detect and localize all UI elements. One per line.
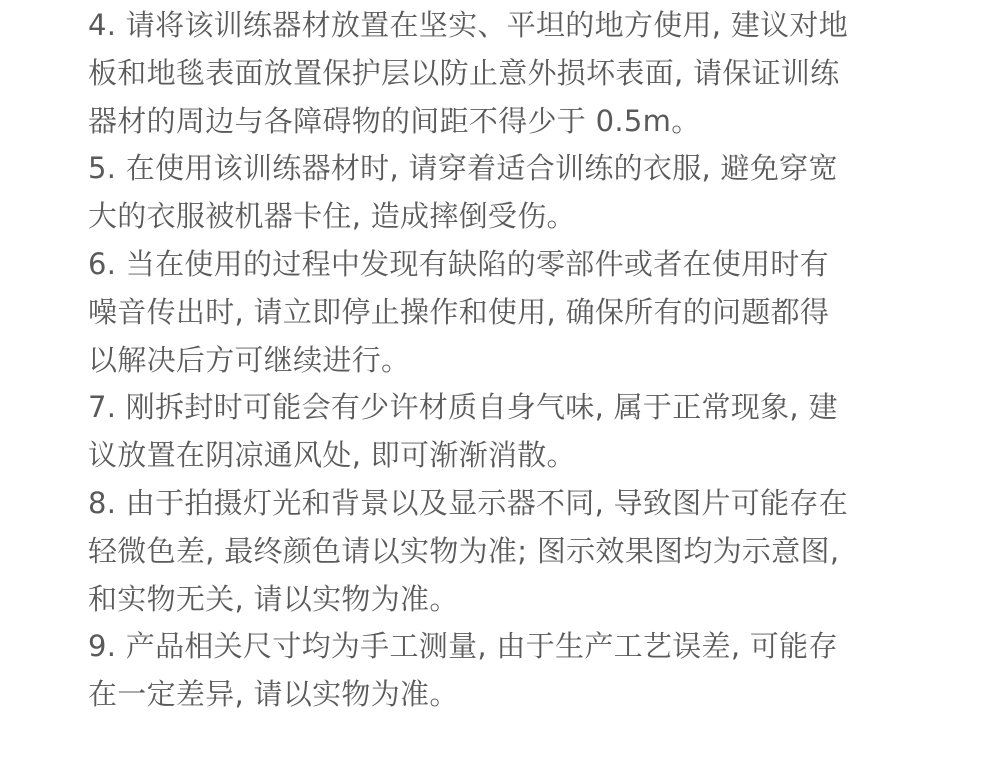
notice-line: 板和地毯表面放置保护层以防止意外损坏表面, 请保证训练 [88,55,840,90]
notice-line: 和实物无关, 请以实物为准。 [88,581,459,616]
notice-line: 7. 刚拆封时可能会有少许材质自身气味, 属于正常现象, 建 [88,390,838,425]
notice-line: 8. 由于拍摄灯光和背景以及显示器不同, 导致图片可能存在 [88,485,849,520]
notice-line: 6. 当在使用的过程中发现有缺陷的零部件或者在使用时有 [88,246,829,281]
notice-line: 议放置在阴凉通风处, 即可渐渐消散。 [88,438,576,473]
notice-line: 4. 请将该训练器材放置在坚实、平坦的地方使用, 建议对地 [88,8,849,42]
notice-line: 噪音传出时, 请立即停止操作和使用, 确保所有的问题都得 [88,294,830,329]
notice-line: 大的衣服被机器卡住, 造成摔倒受伤。 [88,199,576,234]
notice-line: 在一定差异, 请以实物为准。 [88,677,459,712]
notice-line: 器材的周边与各障碍物的间距不得少于 0.5m。 [88,103,701,138]
notice-line: 以解决后方可继续进行。 [88,342,411,377]
notice-line: 9. 产品相关尺寸均为手工测量, 由于生产工艺误差, 可能存 [88,629,838,664]
notice-line: 轻微色差, 最终颜色请以实物为准; 图示效果图均为示意图, [88,533,840,568]
notice-line: 5. 在使用该训练器材时, 请穿着适合训练的衣服, 避免穿宽 [88,151,838,186]
notice-text-block [88,2,968,719]
